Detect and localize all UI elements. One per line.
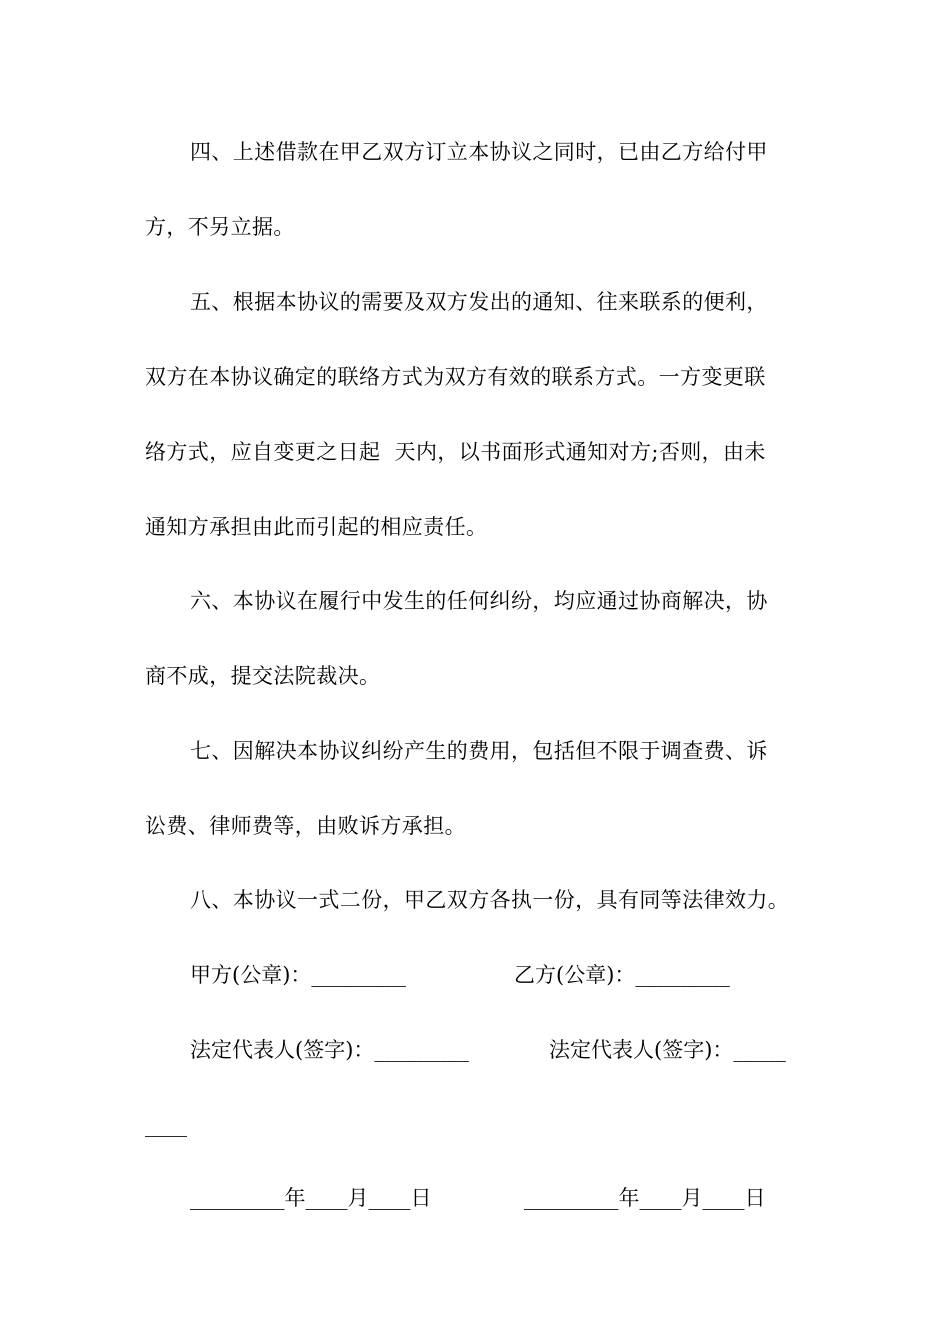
clause-5-line-4: 通知方承担由此而引起的相应责任。 xyxy=(145,515,488,539)
party-b-representative-field-continued: ____ xyxy=(145,1113,187,1137)
clause-7-line-2: 讼费、律师费等，由败诉方承担。 xyxy=(145,814,466,838)
party-a-representative-field: 法定代表人(签字)：_________ xyxy=(190,1038,469,1062)
party-b-date-field: _________年____月____日 xyxy=(524,1186,766,1210)
party-a-seal-field: 甲方(公章)：_________ xyxy=(190,963,406,987)
clause-6-line-2: 商不成，提交法院裁决。 xyxy=(145,664,381,688)
party-b-representative-field: 法定代表人(签字)：_____ xyxy=(549,1038,786,1062)
party-b-seal-field: 乙方(公章)：_________ xyxy=(514,963,730,987)
clause-5-line-1: 五、根据本协议的需要及双方发出的通知、往来联系的便利， xyxy=(190,290,768,314)
clause-4-line-1: 四、上述借款在甲乙双方订立本协议之同时，已由乙方给付甲 xyxy=(190,140,768,164)
clause-4-line-2: 方，不另立据。 xyxy=(145,215,295,239)
clause-6-line-1: 六、本协议在履行中发生的任何纠纷，均应通过协商解决，协 xyxy=(190,589,768,613)
clause-8-line-1: 八、本协议一式二份，甲乙双方各执一份，具有同等法律效力。 xyxy=(190,888,790,912)
clause-5-line-3: 络方式，应自变更之日起 天内，以书面形式通知对方;否则，由未 xyxy=(145,440,766,464)
party-a-date-field: _________年____月____日 xyxy=(190,1186,432,1210)
clause-5-line-2: 双方在本协议确定的联络方式为双方有效的联系方式。一方变更联 xyxy=(145,365,766,389)
clause-7-line-1: 七、因解决本协议纠纷产生的费用，包括但不限于调查费、诉 xyxy=(190,739,768,763)
